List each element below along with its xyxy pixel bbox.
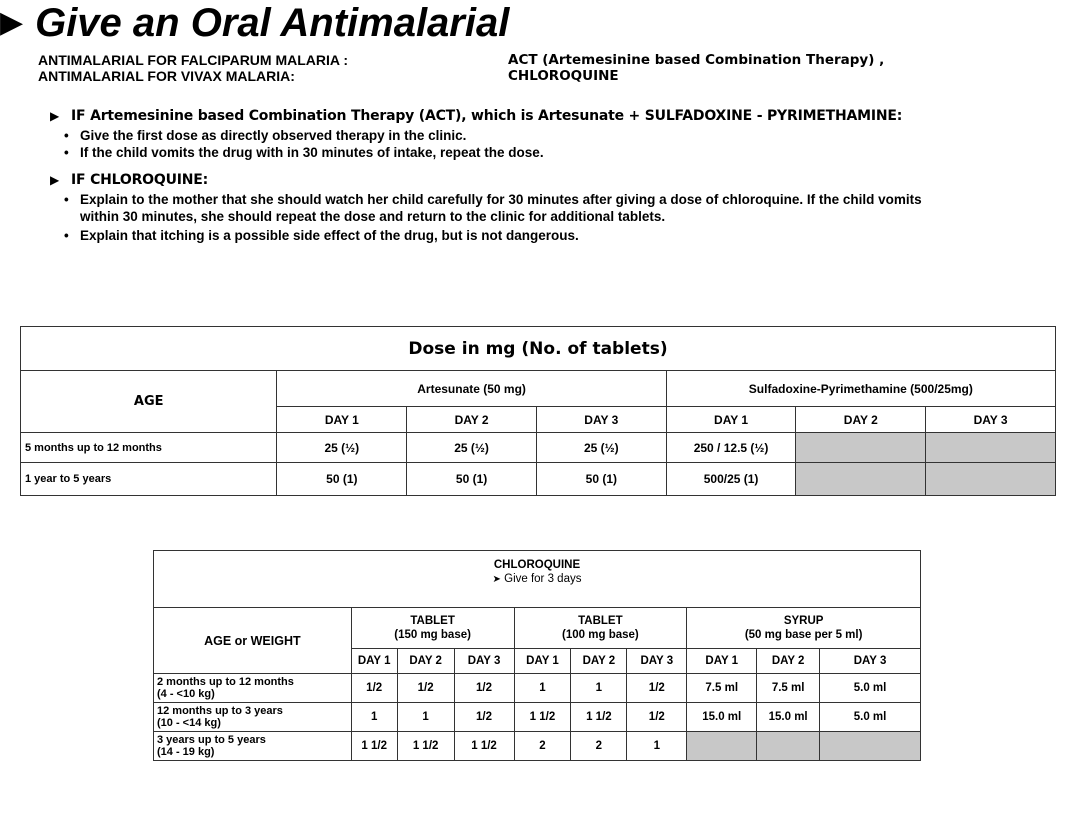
day-header: DAY 2 (571, 649, 627, 674)
dose-cell: 5.0 ml (820, 674, 921, 703)
list-item: • Explain to the mother that she should watch her child carefully for 30 minutes after giving a dose of chloroquine. If the child vomits within 30 minutes, she should repeat the dose and return to the clinic for additional tablets. (80, 191, 960, 225)
day-header: DAY 2 (757, 649, 820, 674)
dose-cell: 2 (571, 732, 627, 761)
dose-cell: 25 (½) (407, 433, 537, 463)
dose-cell: 1 (514, 674, 571, 703)
day-header: DAY 1 (514, 649, 571, 674)
triangle-bullet-icon: ▶ (50, 173, 60, 187)
antimalarial-label: ANTIMALARIAL FOR FALCIPARUM MALARIA : (38, 52, 349, 68)
empty-cell (926, 463, 1056, 496)
dose-cell: 1/2 (454, 703, 514, 732)
age-weight-cell: 12 months up to 3 years (10 - <14 kg) (154, 703, 352, 732)
day-header: DAY 2 (796, 407, 926, 433)
dose-cell: 1 1/2 (351, 732, 397, 761)
dose-cell: 5.0 ml (820, 703, 921, 732)
day-header: DAY 3 (454, 649, 514, 674)
dose-cell: 1/2 (454, 674, 514, 703)
section-heading-chloroquine: ▶ IF CHLOROQUINE: (50, 172, 209, 188)
dose-table (20, 326, 1056, 496)
age-weight-cell: 3 years up to 5 years (14 - 19 kg) (154, 732, 352, 761)
dose-cell: 1/2 (627, 703, 687, 732)
dose-cell: 15.0 ml (757, 703, 820, 732)
table-row (154, 674, 921, 703)
day-header: DAY 1 (666, 407, 796, 433)
table-row (21, 433, 1056, 463)
table-row (154, 703, 921, 732)
day-header: DAY 1 (687, 649, 757, 674)
dose-cell: 1 (397, 703, 454, 732)
antimalarial-value: CHLOROQUINE (508, 68, 619, 84)
table-row (154, 732, 921, 761)
dose-cell: 25 (½) (277, 433, 407, 463)
dose-table-caption: Dose in mg (No. of tablets) (21, 327, 1056, 371)
age-weight-cell: 2 months up to 12 months (4 - <10 kg) (154, 674, 352, 703)
dose-cell: 7.5 ml (687, 674, 757, 703)
chloroquine-title: CHLOROQUINE (493, 558, 581, 571)
empty-cell (796, 433, 926, 463)
table-row (21, 463, 1056, 496)
day-header: DAY 1 (277, 407, 407, 433)
dose-cell: 1 1/2 (514, 703, 571, 732)
page-title (0, 2, 509, 44)
syrup-header: SYRUP (50 mg base per 5 ml) (687, 608, 921, 649)
age-cell: 5 months up to 12 months (21, 433, 277, 463)
age-weight-header: AGE or WEIGHT (154, 608, 352, 674)
day-header: DAY 3 (926, 407, 1056, 433)
empty-cell (926, 433, 1056, 463)
empty-cell (687, 732, 757, 761)
empty-cell (820, 732, 921, 761)
dose-cell: 500/25 (1) (666, 463, 796, 496)
chloroquine-table (153, 550, 921, 761)
dose-cell: 250 / 12.5 (½) (666, 433, 796, 463)
chloroquine-subtitle: Give for 3 days (504, 572, 582, 585)
triangle-bullet-icon: ➤ (492, 573, 501, 585)
dose-cell: 50 (1) (536, 463, 666, 496)
section-heading-act: ▶ IF Artemesinine based Combination Therapy (ACT), which is Artesunate + SULFADOXINE - PYRIMETHAMINE: (50, 108, 903, 124)
day-header: DAY 3 (820, 649, 921, 674)
dose-cell: 1 1/2 (571, 703, 627, 732)
dose-cell: 50 (1) (407, 463, 537, 496)
chloroquine-caption (154, 551, 921, 608)
list-item: • If the child vomits the drug with in 30 minutes of intake, repeat the dose. (80, 144, 980, 161)
dose-cell: 7.5 ml (757, 674, 820, 703)
empty-cell (796, 463, 926, 496)
tablet-100-header: TABLET (100 mg base) (514, 608, 687, 649)
dose-cell: 1 1/2 (397, 732, 454, 761)
empty-cell (757, 732, 820, 761)
antimalarial-value: ACT (Artemesinine based Combination Therapy) , (508, 52, 885, 68)
dose-cell: 1 1/2 (454, 732, 514, 761)
sp-header: Sulfadoxine-Pyrimethamine (500/25mg) (666, 371, 1055, 407)
chloroquine-bullets (60, 191, 960, 244)
triangle-bullet-icon: ▶ (50, 109, 60, 123)
dose-cell: 1 (571, 674, 627, 703)
day-header: DAY 2 (397, 649, 454, 674)
dose-cell: 50 (1) (277, 463, 407, 496)
day-header: DAY 3 (536, 407, 666, 433)
act-bullets (60, 127, 980, 161)
day-header: DAY 2 (407, 407, 537, 433)
dose-cell: 2 (514, 732, 571, 761)
triangle-bullet-icon: ▶ (0, 6, 24, 39)
list-item: • Explain that itching is a possible side effect of the drug, but is not dangerous. (80, 227, 960, 244)
day-header: DAY 3 (627, 649, 687, 674)
day-header: DAY 1 (351, 649, 397, 674)
antimalarial-label: ANTIMALARIAL FOR VIVAX MALARIA: (38, 68, 295, 84)
dose-cell: 1 (351, 703, 397, 732)
artesunate-header: Artesunate (50 mg) (277, 371, 666, 407)
age-cell: 1 year to 5 years (21, 463, 277, 496)
tablet-150-header: TABLET (150 mg base) (351, 608, 514, 649)
title-text: Give an Oral Antimalarial (35, 1, 510, 45)
dose-cell: 15.0 ml (687, 703, 757, 732)
dose-cell: 1 (627, 732, 687, 761)
list-item: • Give the first dose as directly observed therapy in the clinic. (80, 127, 980, 144)
age-header: AGE (21, 371, 277, 433)
dose-cell: 1/2 (627, 674, 687, 703)
dose-cell: 1/2 (397, 674, 454, 703)
dose-cell: 25 (½) (536, 433, 666, 463)
dose-cell: 1/2 (351, 674, 397, 703)
